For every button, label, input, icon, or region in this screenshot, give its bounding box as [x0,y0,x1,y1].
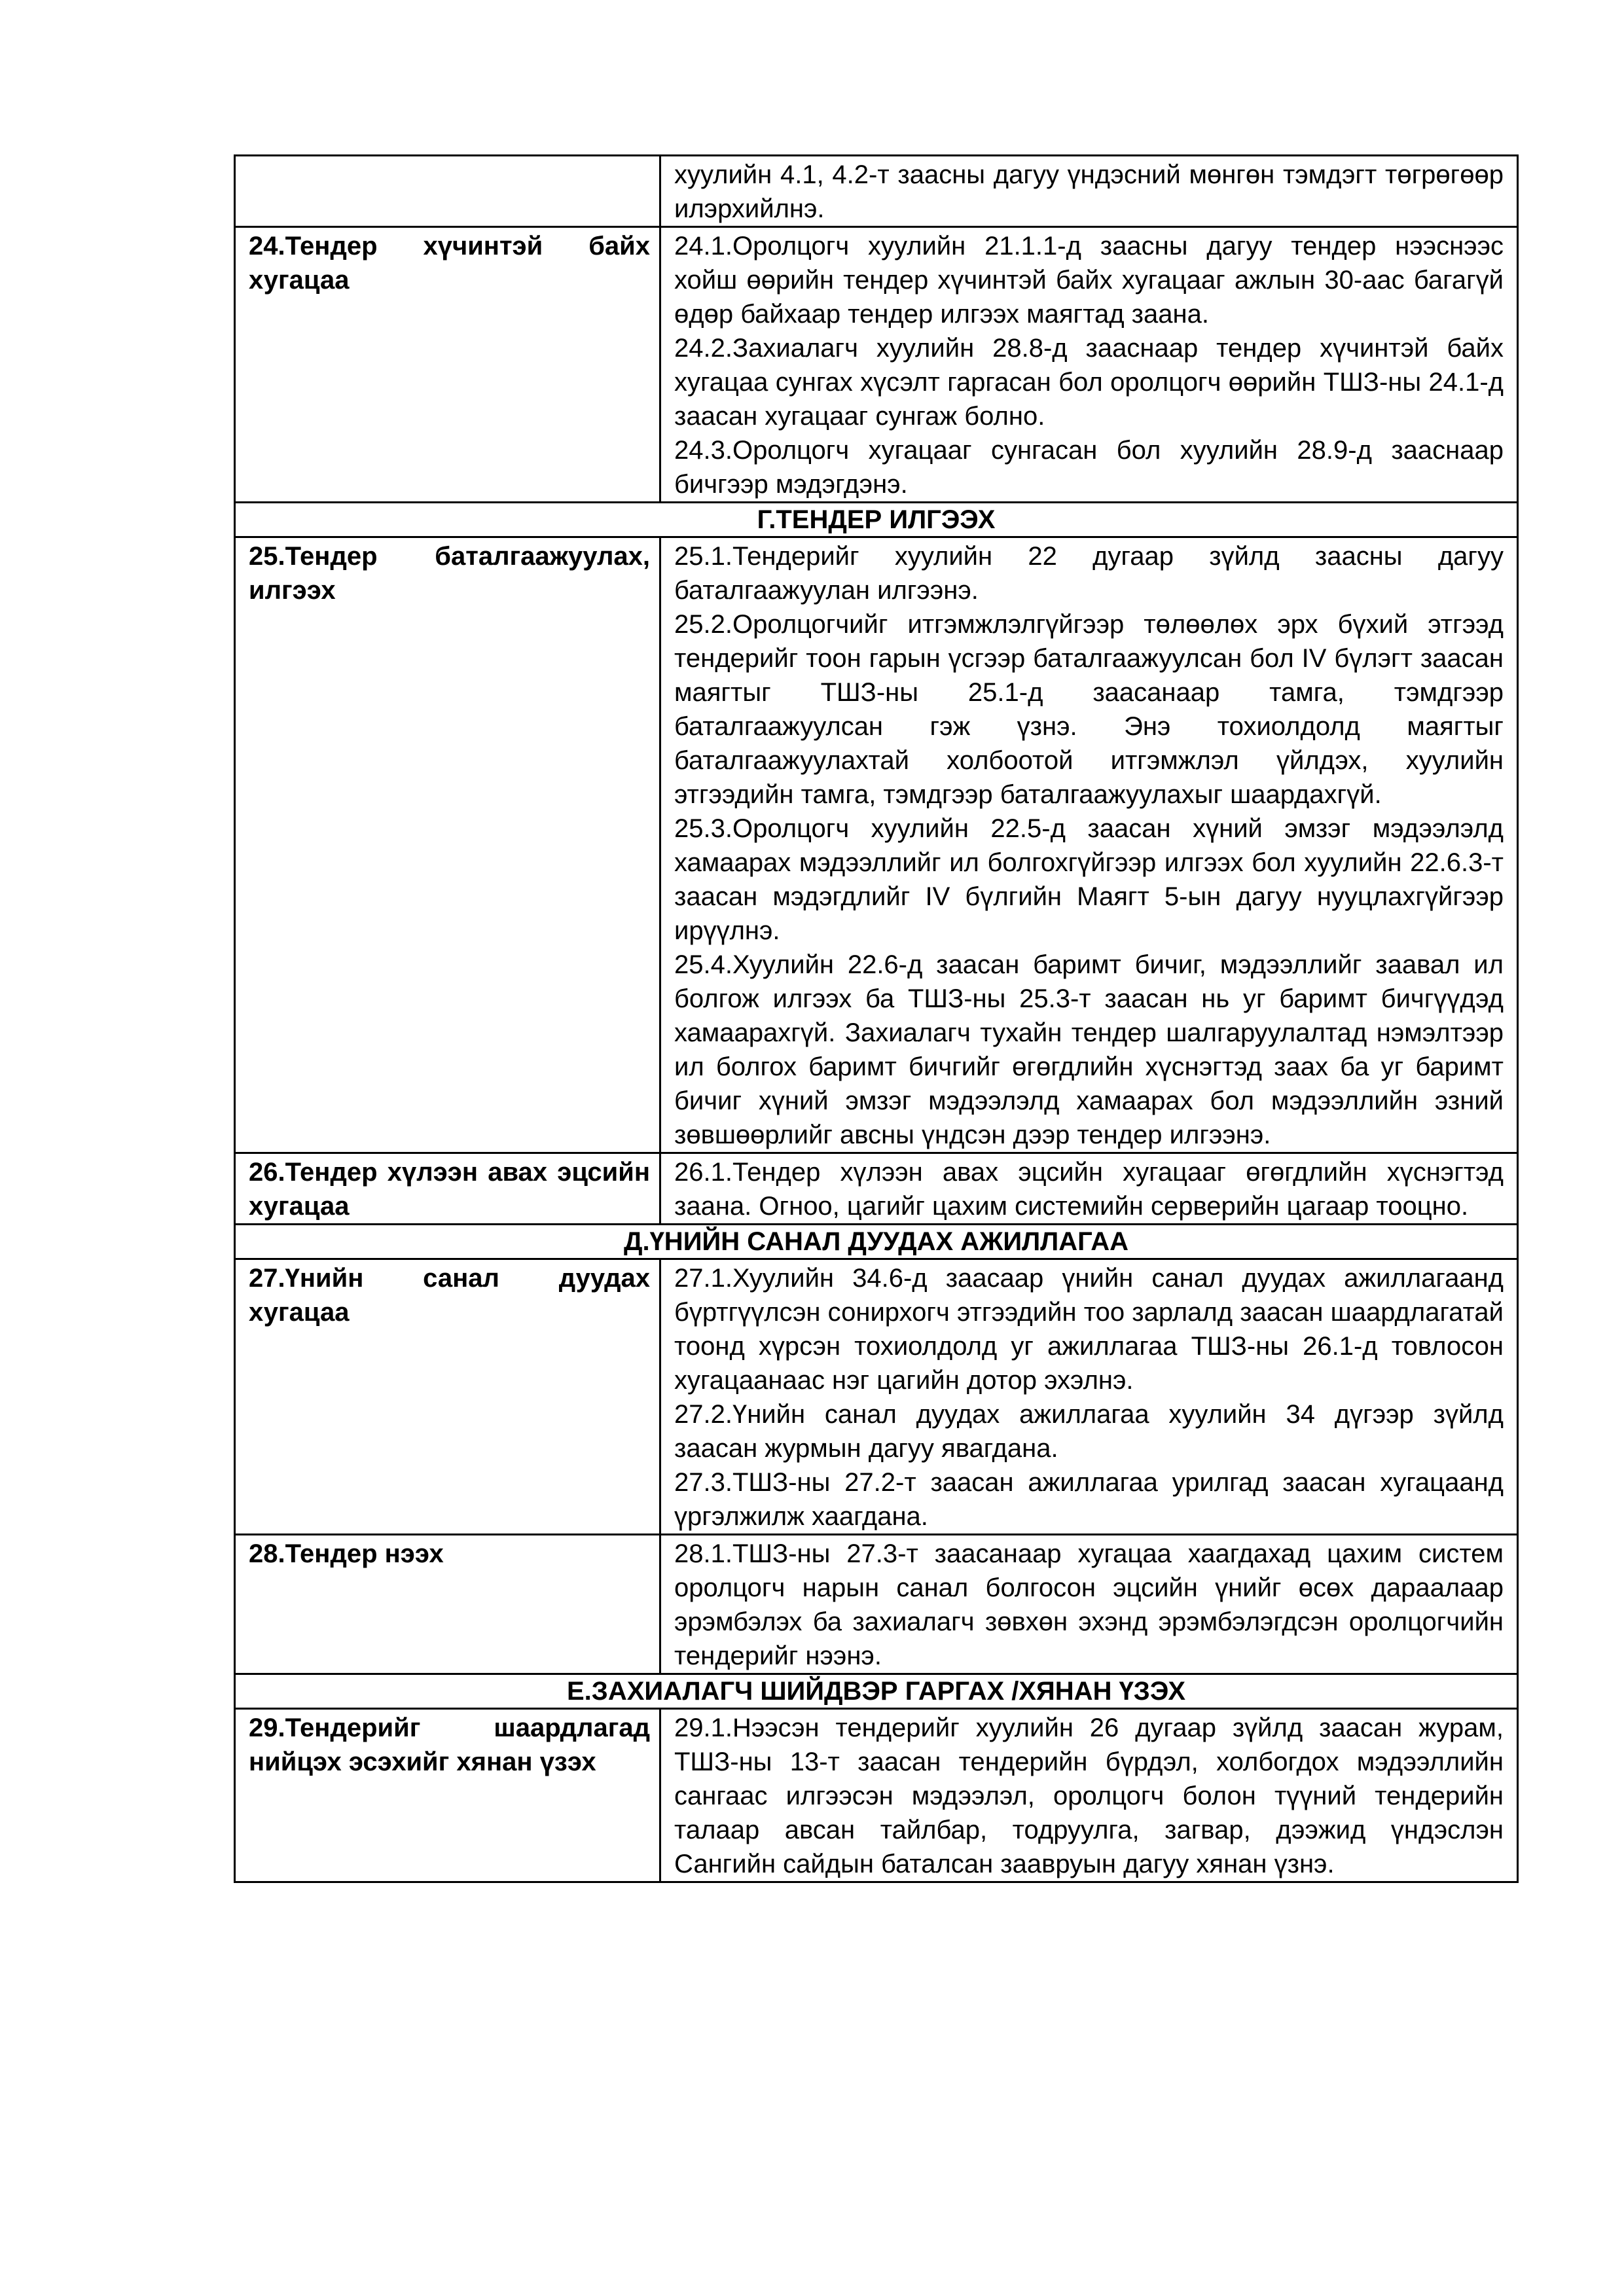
clause-heading-cell [235,156,660,227]
clause-heading-cell [235,1259,660,1535]
clause-body-cell [660,1153,1518,1225]
clause-heading-cell [235,1153,660,1225]
table-row [235,1709,1518,1882]
clause-body-cell [660,1709,1518,1882]
table-row [235,537,1518,1153]
clause-paragraph: 25.3.Оролцогч хуулийн 22.5-д заасан хүний эмзэг мэдээлэлд хамаарах мэдээллийг ил болгохгүйгээр илгээх бол хуулийн 22.6.3-т заасан мэдэгдлийг IV бүлгийн Маягт 5-ын дагуу нууцлахгүйгээр ирүүлнэ. [674,814,1504,945]
section-row [235,503,1518,537]
table-row [235,156,1518,227]
clause-paragraph: 25.4.Хуулийн 22.6-д заасан баримт бичиг, мэдээллийг заавал ил болгож илгээх ба ТШЗ-ны 25.3-т заасан нь уг баримт бичгүүдэд хамаарахгүй. Захиалагч тухайн тендер шалгаруулалтад нэмэлтээр ил болгох баримт бичгийг өгөгдлийн хүснэгтэд заах ба уг баримт бичиг хүний эмзэг мэдээлэлд хамаарах бол мэдээллийн эзний зөвшөөрлийг авсны үндсэн дээр тендер илгээнэ. [674,950,1504,1149]
regulation-table [234,154,1519,1883]
clause-body-cell [660,227,1518,503]
clause-heading: 25.Тендер баталгаажуулах, илгээх [249,542,650,605]
clause-paragraph: 27.2.Үнийн санал дуудах ажиллагаа хуулийн 34 дүгээр зүйлд заасан журмын дагуу явагдана. [674,1400,1504,1463]
clause-heading-cell [235,1535,660,1674]
section-row [235,1674,1518,1709]
section-title: Г.ТЕНДЕР ИЛГЭЭХ [235,503,1518,537]
clause-body-cell [660,1535,1518,1674]
clause-body-cell [660,1259,1518,1535]
clause-paragraph: 25.1.Тендерийг хуулийн 22 дугаар зүйлд заасны дагуу баталгаажуулан илгээнэ. [674,542,1504,605]
clause-paragraph: 24.3.Оролцогч хугацааг сунгасан бол хуулийн 28.9-д зааснаар бичгээр мэдэгдэнэ. [674,436,1504,499]
table-row [235,1153,1518,1225]
clause-paragraph: 27.1.Хуулийн 34.6-д заасаар үнийн санал дуудах ажиллагаанд бүртгүүлсэн сонирхогч этгээдийн тоо зарлалд заасан шаардлагатай тоонд хүрсэн тохиолдолд уг ажиллагаа ТШЗ-ны 26.1-д товлосон хугацаанаас нэг цагийн дотор эхэлнэ. [674,1264,1504,1395]
clause-body-cell [660,537,1518,1153]
clause-body-cell [660,156,1518,227]
clause-paragraph: 27.3.ТШЗ-ны 27.2-т заасан ажиллагаа урилгад заасан хугацаанд үргэлжилж хаагдана. [674,1468,1504,1531]
clause-heading: 28.Тендер нээх [249,1539,444,1568]
section-row [235,1225,1518,1259]
clause-heading: 29.Тендерийг шаардлагад нийцэх эсэхийг хянан үзэх [249,1713,650,1776]
clause-heading-cell [235,537,660,1153]
table-row [235,1259,1518,1535]
clause-paragraph: 29.1.Нээсэн тендерийг хуулийн 26 дугаар зүйлд заасан журам, ТШЗ-ны 13-т заасан тендерийн бүрдэл, холбогдох мэдээллийн сангаас илгээсэн мэдээлэл, оролцогч болон түүний тендерийн талаар авсан тайлбар, тодруулга, загвар, дээжид үндэслэн Сангийн сайдын баталсан заавруын дагуу хянан үзнэ. [674,1713,1504,1878]
clause-paragraph: 24.1.Оролцогч хуулийн 21.1.1-д заасны дагуу тендер нээснээс хойш өөрийн тендер хүчинтэй байх хугацааг ажлын 30-аас багагүй өдөр байхаар тендер илгээх маягтад заана. [674,232,1504,329]
clause-paragraph: 28.1.ТШЗ-ны 27.3-т заасанаар хугацаа хаагдахад цахим систем оролцогч нарын санал болгосон эцсийн үнийг өсөх дараалаар эрэмбэлэх ба захиалагч зөвхөн эхэнд эрэмбэлэгдсэн оролцогчийн тендерийг нээнэ. [674,1539,1504,1670]
section-title: Е.ЗАХИАЛАГЧ ШИЙДВЭР ГАРГАХ /ХЯНАН ҮЗЭХ [235,1674,1518,1709]
clause-paragraph: 26.1.Тендер хүлээн авах эцсийн хугацааг өгөгдлийн хүснэгтэд заана. Огноо, цагийг цахим системийн серверийн цагаар тооцно. [674,1158,1504,1221]
clause-paragraph: хуулийн 4.1, 4.2-т заасны дагуу үндэсний мөнгөн тэмдэгт төгрөгөөр илэрхийлнэ. [674,160,1504,223]
clause-heading: 24.Тендер хүчинтэй байх хугацаа [249,232,650,295]
clause-heading-cell [235,1709,660,1882]
clause-heading: 26.Тендер хүлээн авах эцсийн хугацаа [249,1158,650,1221]
clause-heading: 27.Үнийн санал дуудах хугацаа [249,1264,650,1327]
clause-paragraph: 25.2.Оролцогчийг итгэмжлэлгүйгээр төлөөлөх эрх бүхий этгээд тендерийг тоон гарын үсгээр баталгаажуулсан бол IV бүлэгт заасан маягтыг ТШЗ-ны 25.1-д заасанаар тамга, тэмдгээр баталгаажуулсан гэж үзнэ. Энэ тохиолдолд маягтыг баталгаажуулахтай холбоотой итгэмжлэл үйлдэх, хуулийн этгээдийн тамга, тэмдгээр баталгаажуулахыг шаардахгүй. [674,610,1504,809]
clause-paragraph: 24.2.Захиалагч хуулийн 28.8-д зааснаар тендер хүчинтэй байх хугацаа сунгах хүсэлт гаргасан бол оролцогч өөрийн ТШЗ-ны 24.1-д заасан хугацааг сунгаж болно. [674,334,1504,431]
table-row [235,227,1518,503]
table-row [235,1535,1518,1674]
section-title: Д.ҮНИЙН САНАЛ ДУУДАХ АЖИЛЛАГАА [235,1225,1518,1259]
clause-heading-cell [235,227,660,503]
